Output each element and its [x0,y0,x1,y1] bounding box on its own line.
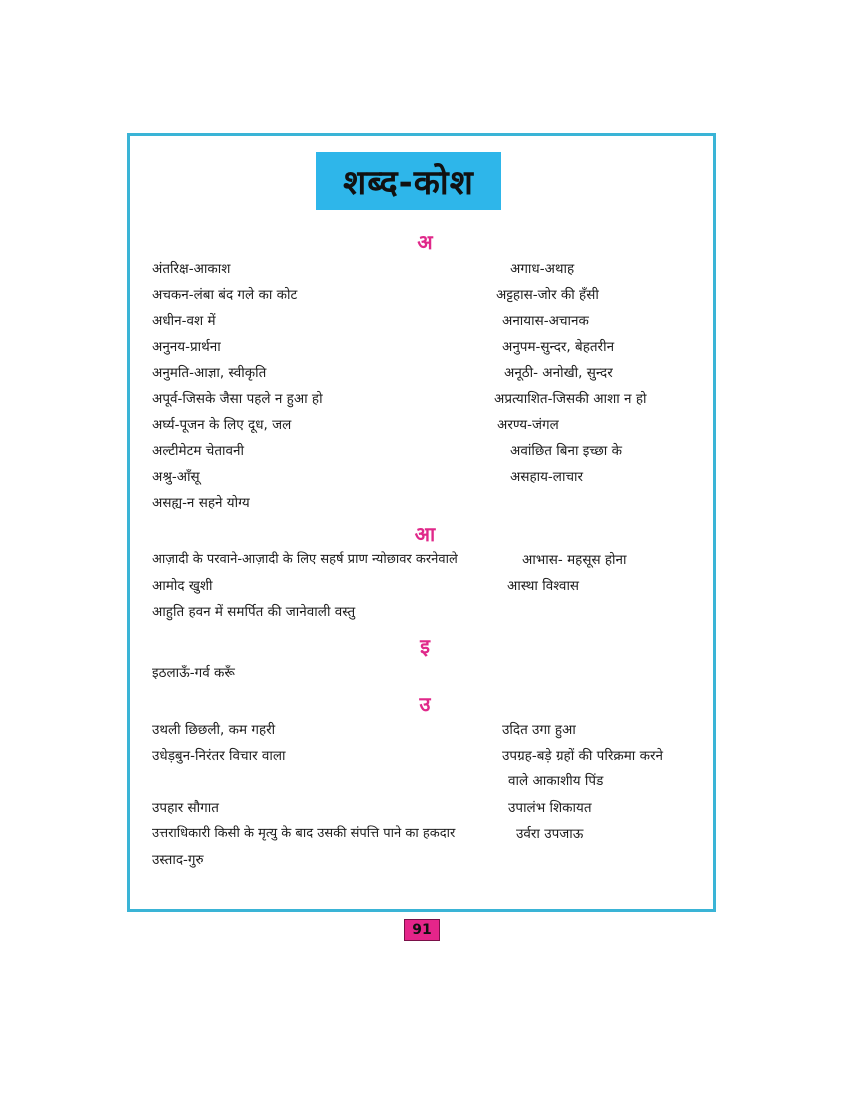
glossary-entry: उत्तराधिकारी किसी के मृत्यु के बाद उसकी संपत्ति पाने का हकदार [152,826,456,841]
glossary-entry: अधीन-वश में [152,313,216,329]
glossary-entry: उथली छिछली, कम गहरी [152,722,276,738]
glossary-entry: असहाय-लाचार [510,469,584,485]
glossary-entry: वाले आकाशीय पिंड [508,773,604,789]
glossary-entry: अनुपम-सुन्दर, बेहतरीन [502,339,615,355]
section-heading-a: अ [417,230,433,254]
page-title: शब्द-कोश [343,163,474,203]
glossary-entry: आज़ादी के परवाने-आज़ादी के लिए सहर्ष प्राण न्योछावर करनेवाले [152,552,458,567]
glossary-entry: आमोद खुशी [152,578,213,594]
glossary-entry: उदित उगा हुआ [502,722,576,738]
glossary-entry: अनुमति-आज्ञा, स्वीकृति [152,365,267,381]
section-heading-i: इ [420,634,430,658]
glossary-entry: उपहार सौगात [152,800,219,816]
glossary-entry: अगाध-अथाह [510,261,575,277]
glossary-entry: उपग्रह-बड़े ग्रहों की परिक्रमा करने [502,748,663,764]
glossary-entry: उस्ताद-गुरु [152,852,204,868]
glossary-entry: अर्घ्य-पूजन के लिए दूध, जल [152,417,292,433]
glossary-entry: असह्य-न सहने योग्य [152,495,250,511]
glossary-entry: इठलाऊँ-गर्व करूँ [152,665,235,681]
glossary-entry: उधेड़बुन-निरंतर विचार वाला [152,748,286,764]
glossary-entry: अवांछित बिना इच्छा के [510,443,622,459]
glossary-entry: अनुनय-प्रार्थना [152,339,221,355]
glossary-entry: आस्था विश्वास [507,578,580,594]
title-banner [316,152,501,210]
glossary-entry: अरण्य-जंगल [497,417,559,433]
glossary-entry: अनूठी- अनोखी, सुन्दर [504,365,613,381]
glossary-entry: अचकन-लंबा बंद गले का कोट [152,287,298,303]
section-heading-u: उ [419,692,431,716]
section-heading-aa: आ [414,522,436,546]
glossary-entry: अट्टहास-जोर की हँसी [496,287,599,303]
glossary-entry: अश्रु-आँसू [152,469,200,485]
glossary-entry: अप्रत्याशित-जिसकी आशा न हो [494,391,647,407]
glossary-entry: अल्टीमेटम चेतावनी [152,443,245,459]
glossary-entry: उर्वरा उपजाऊ [516,826,584,842]
page-number: 91 [412,922,432,938]
glossary-entry: अपूर्व-जिसके जैसा पहले न हुआ हो [152,391,323,407]
glossary-entry: आहुति हवन में समर्पित की जानेवाली वस्तु [152,604,356,620]
glossary-entry: अनायास-अचानक [502,313,589,329]
glossary-entry: आभास- महसूस होना [522,552,627,568]
glossary-entry: अंतरिक्ष-आकाश [152,261,231,277]
glossary-entry: उपालंभ शिकायत [508,800,592,816]
page-number-badge [404,919,440,941]
